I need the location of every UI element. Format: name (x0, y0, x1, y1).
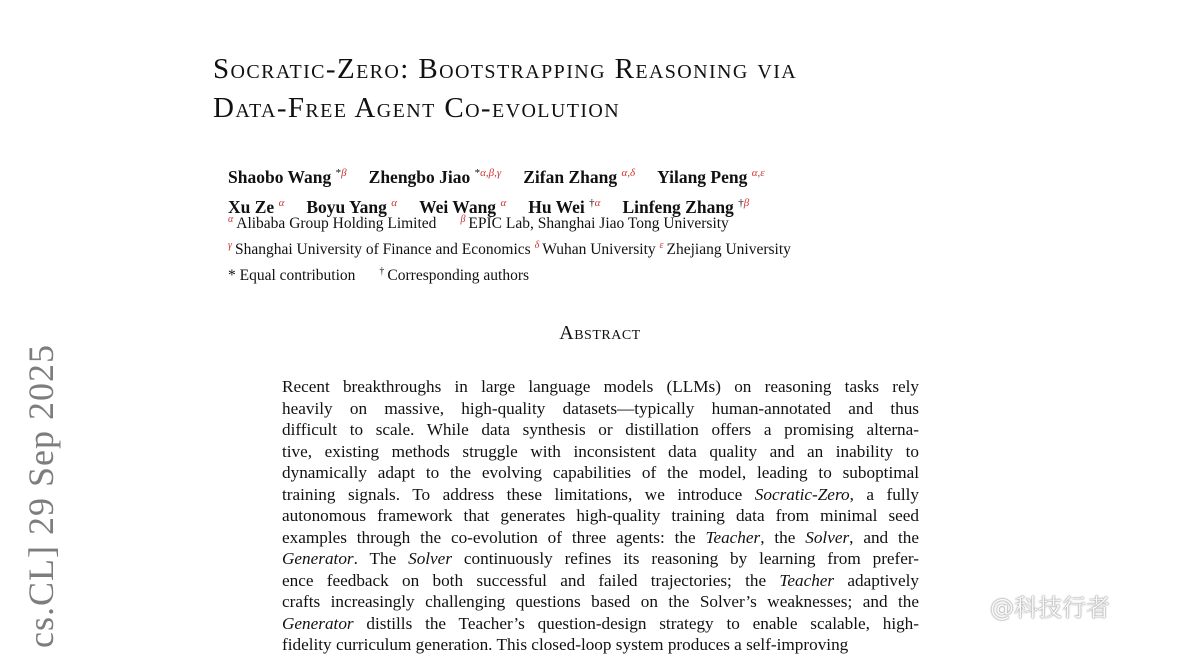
abstract-line: tive, existing methods struggle with inconsistent data quality and an inability to (282, 441, 919, 461)
abstract-line: fidelity curriculum generation. This closed-loop system produces a self-improving (282, 635, 849, 654)
author-affiliation-symbols: β (341, 167, 347, 179)
author-name-text: Wei Wang (419, 196, 497, 217)
abstract-line: ence feedback on both successful and failed trajectories; the Teacher adaptively (282, 570, 919, 590)
author-affiliation-symbols: β (743, 196, 750, 209)
abstract-line: Generator. The Solver continuously refines its reasoning by learning from prefer- (282, 549, 919, 568)
delta-symbol: δ (534, 240, 540, 251)
author-note-mark: † (589, 196, 595, 209)
author-affiliation-symbols: α (594, 196, 601, 209)
abstract-line: crafts increasingly challenging questions based on the Solver’s weaknesses; and the (282, 592, 919, 611)
author-name-text: Zhengbo Jiao (368, 166, 471, 187)
author-affiliation-mark (752, 167, 765, 179)
author-affiliation-symbols: α (500, 196, 507, 209)
author-affiliation-symbols: α (391, 196, 398, 209)
author-affiliation-symbols: α (278, 196, 285, 209)
affiliation-line-1 (228, 214, 729, 233)
dagger-symbol: † (379, 266, 385, 277)
abstract-line: examples through the co-evolution of three agents: the Teacher, the Solver, and the (282, 527, 919, 547)
author-affiliation-mark (279, 197, 285, 209)
author-name-text: Xu Ze (228, 196, 275, 217)
author-name-text: Yilang Peng (657, 166, 748, 187)
beta-symbol: β (460, 214, 466, 225)
author-name-text: Zifan Zhang (523, 166, 618, 187)
abstract-body (282, 376, 919, 656)
affiliation-delta: Wuhan University (542, 241, 656, 259)
author-name-text: Linfeng Zhang (622, 196, 734, 217)
paper-title (213, 50, 797, 128)
author-affiliation-mark (621, 167, 635, 179)
abstract-heading: Abstract (559, 322, 641, 344)
abstract-line: training signals. To address these limitations, we introduce Socratic-Zero, a fully (282, 484, 919, 504)
affiliation-epsilon: Zhejiang University (666, 241, 791, 259)
author-name-text: Hu Wei (528, 196, 585, 217)
author-name (523, 167, 635, 187)
author-affiliation-mark (475, 167, 502, 179)
affiliation-alpha: Alibaba Group Holding Limited (236, 215, 437, 233)
author-affiliation-symbols: α,δ (621, 167, 636, 179)
gamma-symbol: γ (228, 240, 232, 251)
author-name-text: Shaobo Wang (228, 166, 332, 187)
title-line-1: Socratic-Zero: Bootstrapping Reasoning via (213, 53, 798, 85)
author-affiliation-mark (738, 197, 749, 209)
epsilon-symbol: ε (659, 240, 664, 251)
affiliation-line-2 (228, 240, 791, 259)
title-line-2: Data-Free Agent Co-evolution (213, 92, 621, 124)
author-affiliation-mark (336, 167, 347, 179)
author-name (369, 167, 502, 187)
arxiv-stamp: cs.CL] 29 Sep 2025 (21, 344, 61, 648)
author-affiliation-mark (391, 197, 397, 209)
equal-contribution-note: * Equal contribution (228, 267, 356, 285)
author-name-text: Boyu Yang (306, 196, 387, 217)
author-affiliation-symbols: α,ε (751, 167, 765, 179)
corresponding-authors-note: Corresponding authors (387, 267, 530, 285)
author-note-mark: † (738, 196, 744, 209)
author-list (228, 160, 787, 220)
abstract-line: difficult to scale. While data synthesis or distillation offers a promising alterna- (282, 420, 919, 439)
author-name (228, 167, 347, 187)
author-affiliation-mark (500, 197, 506, 209)
author-row-1 (228, 160, 787, 190)
abstract-line: autonomous framework that generates high-quality training data from minimal seed (282, 506, 919, 525)
author-affiliation-symbols: α,β,γ (480, 167, 502, 179)
abstract-line: heavily on massive, high-quality datasets—typically human-annotated and thus (282, 398, 919, 418)
contribution-notes (228, 266, 529, 285)
abstract-line: Recent breakthroughs in large language models (LLMs) on reasoning tasks rely (282, 377, 919, 396)
abstract-line: Generator distills the Teacher’s question-design strategy to enable scalable, high- (282, 613, 919, 633)
abstract-line: dynamically adapt to the evolving capabilities of the model, leading to suboptimal (282, 463, 919, 482)
watermark: @科技行者 (990, 594, 1110, 622)
affiliation-beta: EPIC Lab, Shanghai Jiao Tong University (468, 215, 729, 233)
author-affiliation-mark (589, 197, 600, 209)
author-name (657, 167, 765, 187)
alpha-symbol: α (228, 214, 234, 225)
author-note-mark: * (335, 167, 342, 179)
affiliation-gamma: Shanghai University of Finance and Economics (234, 241, 531, 259)
author-note-mark: * (474, 167, 481, 179)
